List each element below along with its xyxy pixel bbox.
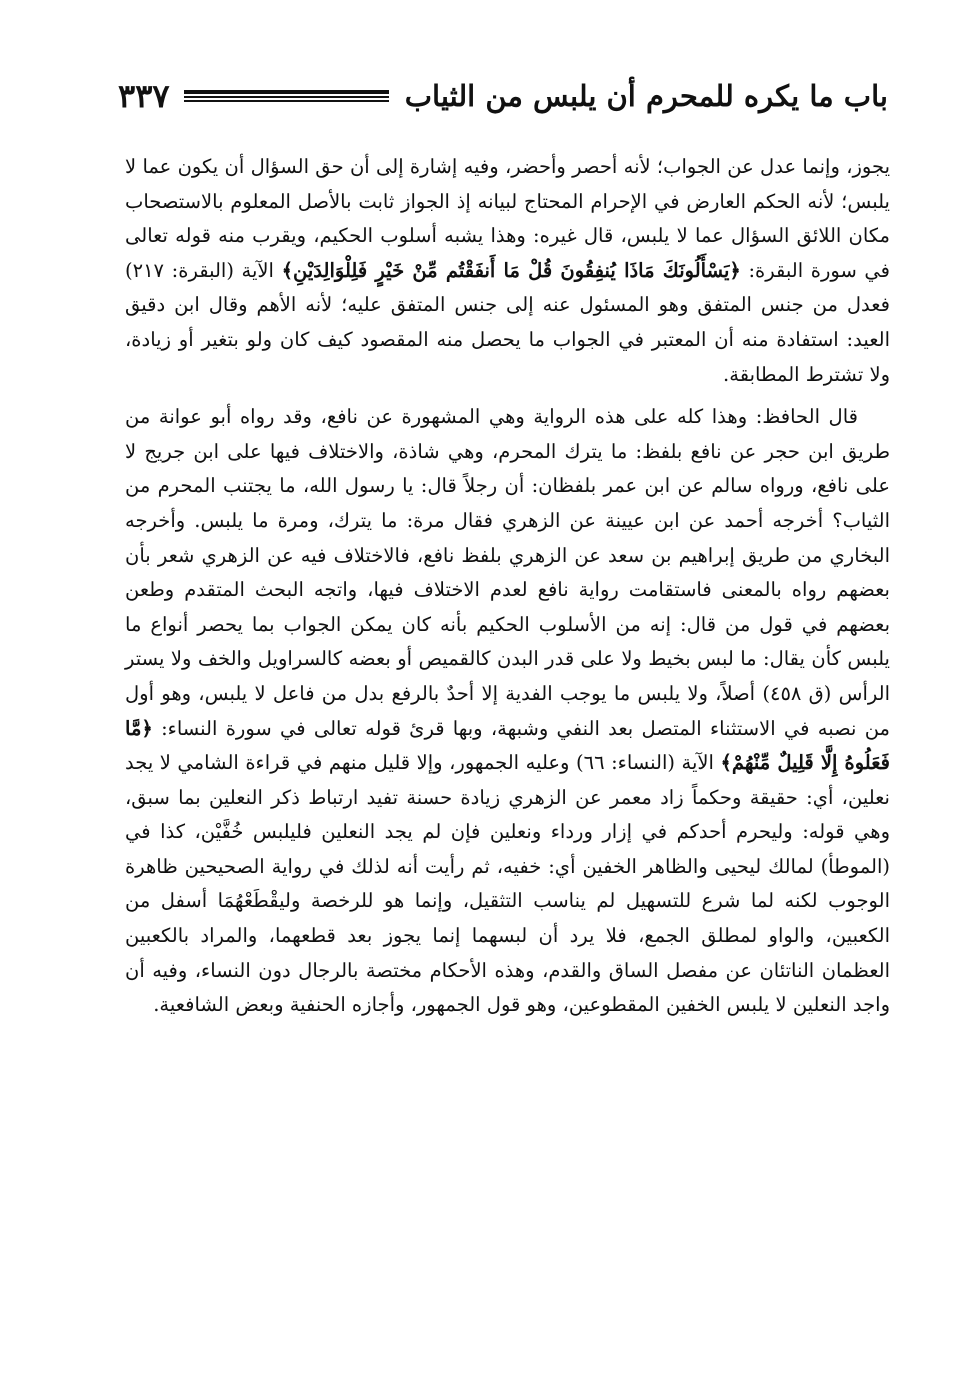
chapter-title: باب ما يكره للمحرم أن يلبس من الثياب	[404, 79, 888, 113]
paragraph	[125, 400, 890, 1023]
running-header	[118, 68, 888, 124]
header-rule	[184, 90, 389, 102]
paragraph-text: قال الحافظ: وهذا كله على هذه الرواية وهي المشهورة عن نافع، وقد رواه أبو عوانة من طريق ابن حجر عن نافع بلفظ: ما يترك المحرم، وهي شاذة، والاختلاف فيها على ابن جريج لا على نافع، ورواه سالم عن ابن عمر بلفظان: أن رجلاً قال: يا رسول الله، ما يجتنب المحرم من الثياب؟ أخرجه أحمد عن ابن عيينة عن الزهري فقال مرة: ما يترك، ومرة ما يلبس. وأخرجه البخاري من طريق إبراهيم بن سعد عن الزهري بلفظ نافع، فالاختلاف فيه عن الزهري شعر بأن بعضهم رواه بالمعنى فاستقامت رواية نافع لعدم الاختلاف فيها، واتجه البحث المتقدم وطعن بعضهم في قول من قال: إنه من الأسلوب الحكيم بأنه كان يمكن الجواب بما يحصر أنواع ما يلبس كأن يقال: ما لبس بخيط ولا على قدر البدن كالقميص أو بعضه كالسراويل والخف ولا يستر الرأس (ق ٤٥٨) أصلاً، ولا يلبس ما يوجب الفدية إلا أحدٌ بالرفع بدل من فاعل لا يلبس، وهو أول من نصبه في الاستثناء المتصل بعد النفي وشبهة، وبها قرئ قوله تعالى في سورة النساء:	[125, 405, 890, 740]
quran-verse: ﴿يَسْأَلُونَكَ مَاذَا يُنفِقُونَ قُلْ مَا أَنفَقْتُم مِّنْ خَيْرٍ فَلِلْوَالِدَيْنِ﴾	[281, 258, 741, 282]
text-body	[125, 150, 890, 1023]
paragraph	[125, 150, 890, 392]
paragraph-text: يجوز، وإنما عدل عن الجواب؛ لأنه أحصر وأحضر، وفيه إشارة إلى أن حق السؤال أن يكون عما لا يلبس؛ لأنه الحكم العارض في الإحرام المحتاج لبيانه إذ الجواز ثابت بالأصل المعلوم بالاستصحاب مكان اللائق السؤال عما لا يلبس، قال غيره: وهذا يشبه أسلوب الحكيم، ويقرب منه قوله تعالى في سورة البقرة:	[125, 155, 891, 282]
paragraph-text: الآية (النساء: ٦٦) وعليه الجمهور، وإلا قليل منهم في قراءة الشامي لا يجد نعلين، أي: حقيقة وحكماً زاد معمر عن الزهري زيادة حسنة تفيد ارتباط ذكر النعلين بما سبق، وهي قوله: وليحرم أحدكم في إزار ورداء ونعلين فإن لم يجد النعلين فليلبس خُفَّيْن، كذا في (الموطأ) لمالك ليحيى والظاهر الخفين أي: خفيه، ثم رأيت أنه لذلك في رواية الصحيحين ظاهرة الوجوب لكنه لما شرع للتسهيل لم يناسب التثقيل، وإنما هو للرخصة وليقْطَعْهُمَا أسفل من الكعبين، والواو لمطلق الجمع، فلا يرد أن لبسهما إنما يجوز بعد قطعهما، والمراد بالكعبين العظمان الناتئان عن مفصل الساق والقدم، وهذه الأحكام مختصة بالرجال دون النساء، وفيه أن واجد النعلين لا يلبس الخفين المقطوعين، وهو قول الجمهور، وأجازه الحنفية وبعض الشافعية.	[125, 751, 890, 1017]
paragraph-text: الآية (البقرة: ٢١٧) فعدل من جنس المتفق وهو المسئول عنه إلى جنس المتفق عليه؛ لأنه الأهم وقال ابن دقيق العيد: استفادة منه أن المعتبر في الجواب ما يحصل منه المقصود كيف كان ولو بتغير أو زيادة، ولا تشترط المطابقة.	[125, 258, 890, 386]
quran-verse: ﴿مَّا فَعَلُوهُ إِلَّا قَلِيلٌ مِّنْهُمْ﴾	[125, 716, 890, 775]
page-number: ٣٣٧	[118, 77, 170, 115]
